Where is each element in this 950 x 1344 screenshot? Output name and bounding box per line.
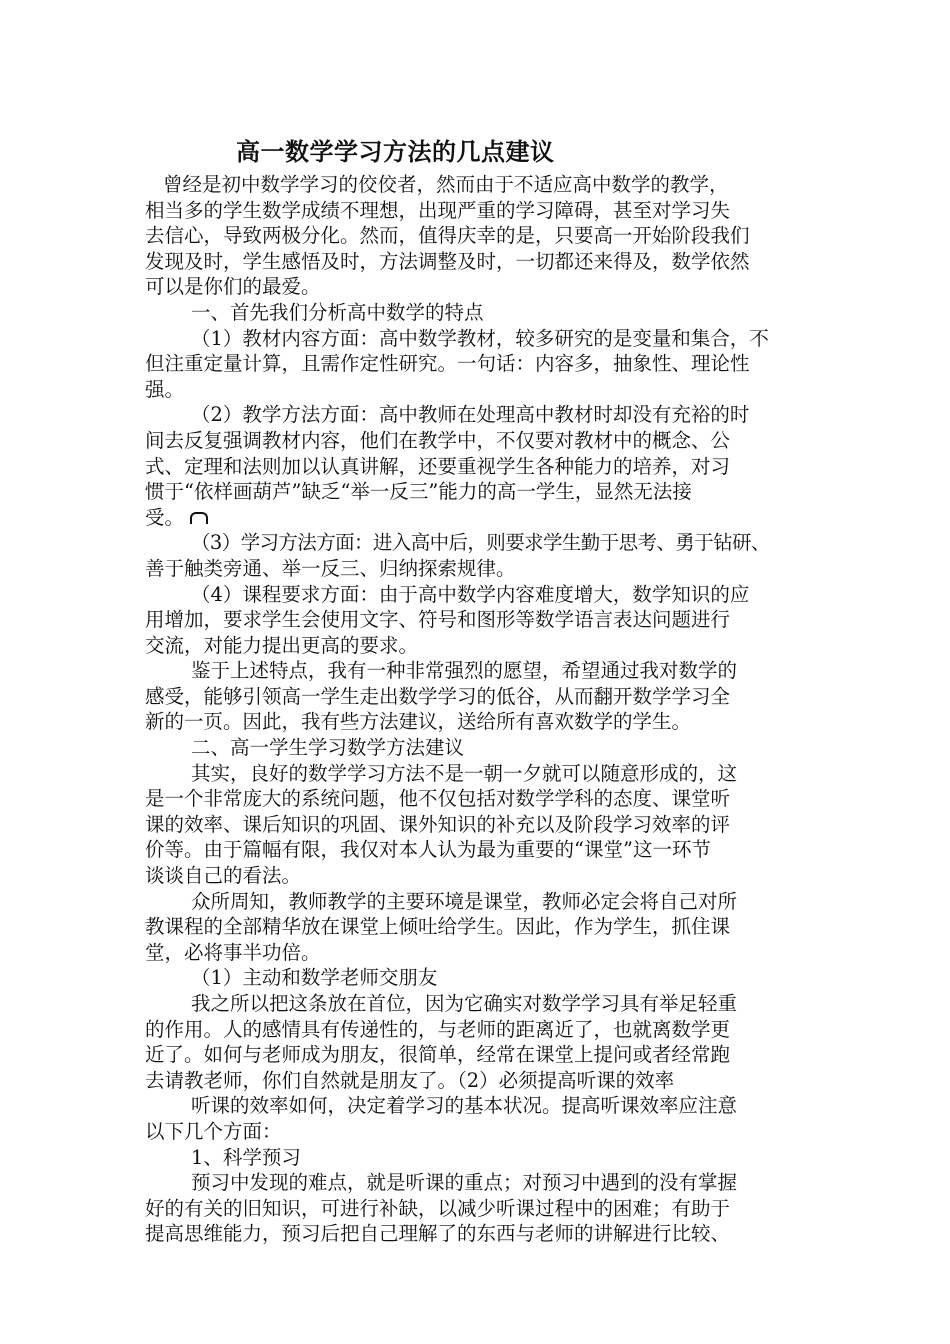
section-heading: 二、高一学生学习数学方法建议	[191, 736, 465, 760]
paragraph-line: 价等。由于篇幅有限，我仅对本人认为最为重要的“课堂”这一环节	[145, 838, 711, 862]
paragraph-line: 的作用。人的感情具有传递性的，与老师的距离近了，也就离数学更	[145, 1017, 731, 1041]
text-cursor-icon	[190, 512, 208, 524]
paragraph-line: 式、定理和法则加以认真讲解，还要重视学生各种能力的培养，对习	[145, 454, 731, 478]
paragraph-text: 受。	[145, 505, 185, 529]
paragraph-line: 曾经是初中数学学习的佼佼者，然而由于不适应高中数学的教学，	[163, 173, 729, 196]
paragraph-line: 交流，对能力提出更高的要求。	[145, 633, 419, 657]
paragraph-line: 相当多的学生数学成绩不理想，出现严重的学习障碍，甚至对学习失	[145, 198, 731, 222]
paragraph-line: 善于触类旁通、举一反三、归纳探索规律。	[145, 556, 516, 580]
paragraph-line: 好的有关的旧知识，可进行补缺，以减少听课过程中的困难；有助于	[145, 1196, 731, 1220]
paragraph-line: 惯于“依样画葫芦”缺乏“举一反三”能力的高一学生，显然无法接	[145, 480, 692, 504]
paragraph-line: 预习中发现的难点，就是听课的重点；对预习中遇到的没有掌握	[191, 1171, 738, 1195]
paragraph-line: （1）教材内容方面：高中数学教材，较多研究的是变量和集合，不	[191, 326, 769, 350]
paragraph-line: 用增加，要求学生会使用文字、符号和图形等数学语言表达问题进行	[145, 608, 731, 632]
paragraph-line: 去信心，导致两极分化。然而，值得庆幸的是，只要高一开始阶段我们	[145, 224, 750, 248]
paragraph-line: 我之所以把这条放在首位，因为它确实对数学学习具有举足轻重	[191, 992, 738, 1015]
paragraph-line: 去请教老师，你们自然就是朋友了。（2）必须提高听课的效率	[145, 1068, 675, 1092]
paragraph-line: 发现及时，学生感悟及时，方法调整及时，一切都还来得及，数学依然	[145, 249, 750, 273]
paragraph-line: （3）学习方法方面：进入高中后，则要求学生勤于思考、勇于钻研、	[191, 531, 770, 555]
paragraph-line: 听课的效率如何，决定着学习的基本状况。提高听课效率应注意	[191, 1094, 738, 1118]
paragraph-line: 鉴于上述特点，我有一种非常强烈的愿望，希望通过我对数学的	[191, 659, 738, 683]
paragraph-line	[145, 505, 815, 531]
paragraph-line: 但注重定量计算，且需作定性研究。一句话：内容多，抽象性、理论性	[145, 352, 750, 376]
paragraph-line: 教课程的全部精华放在课堂上倾吐给学生。因此，作为学生，抓住课	[145, 915, 731, 939]
document-title: 高一数学学习方法的几点建议	[236, 137, 555, 166]
paragraph-line: 间去反复强调教材内容，他们在教学中，不仅要对教材中的概念、公	[145, 428, 731, 452]
document-body	[145, 172, 815, 1247]
paragraph-line: （2）教学方法方面：高中教师在处理高中教材时却没有充裕的时	[191, 403, 750, 427]
paragraph-line: 其实，良好的数学学习方法不是一朝一夕就可以随意形成的，这	[191, 761, 738, 785]
paragraph-line: 可以是你们的最爱。	[145, 275, 321, 299]
subsection-heading: 1、科学预习	[191, 1145, 301, 1169]
paragraph-line: 课的效率、课后知识的巩固、课外知识的补充以及阶段学习效率的评	[145, 812, 731, 836]
paragraph-line: 众所周知，教师教学的主要环境是课堂，教师必定会将自己对所	[191, 889, 738, 913]
subsection-heading: （1）主动和数学老师交朋友	[191, 966, 438, 990]
paragraph-line: 谈谈自己的看法。	[145, 864, 302, 888]
paragraph-line: 近了。如何与老师成为朋友，很简单，经常在课堂上提问或者经常跑	[145, 1043, 731, 1067]
paragraph-line: 新的一页。因此，我有些方法建议，送给所有喜欢数学的学生。	[145, 710, 692, 734]
section-heading: 一、首先我们分析高中数学的特点	[191, 300, 484, 324]
paragraph-line: 感受，能够引领高一学生走出数学学习的低谷，从而翻开数学学习全	[145, 684, 731, 708]
paragraph-line: 是一个非常庞大的系统问题，他不仅包括对数学学科的态度、课堂听	[145, 787, 731, 811]
paragraph-line: 提高思维能力，预习后把自己理解了的东西与老师的讲解进行比较、	[145, 1222, 731, 1246]
paragraph-line: 堂，必将事半功倍。	[145, 940, 321, 964]
paragraph-line: 以下几个方面：	[145, 1119, 282, 1143]
paragraph-line: 强。	[145, 377, 185, 401]
paragraph-line: （4）课程要求方面：由于高中数学内容难度增大，数学知识的应	[191, 582, 750, 606]
